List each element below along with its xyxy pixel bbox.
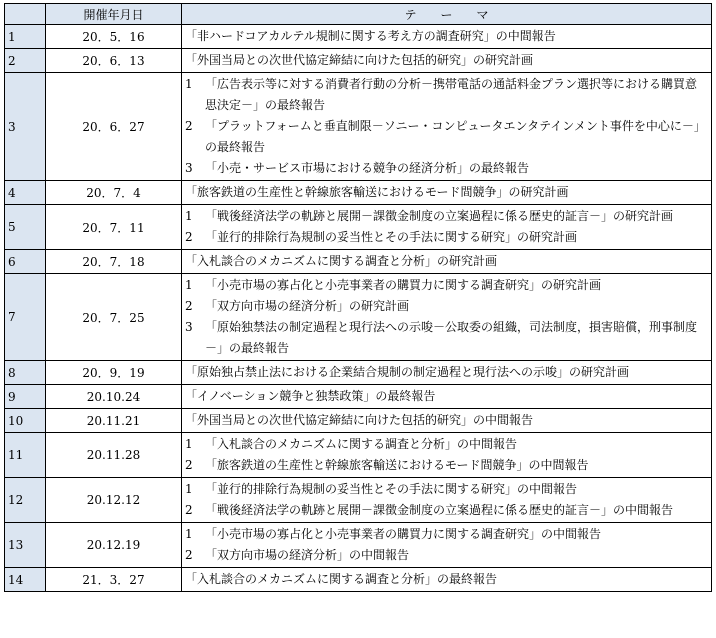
table-row [5, 25, 712, 49]
meeting-date: 20.11.21 [46, 409, 182, 433]
meeting-date: 20．7．25 [46, 274, 182, 361]
theme-item-text: 「並行的排除行為規制の妥当性とその手法に関する研究」の研究計画 [205, 230, 578, 244]
table-body [5, 25, 712, 592]
theme-item-index: 2 [185, 548, 193, 562]
theme-item-text: 「原始独禁法の制定過程と現行法への示唆－公取委の組織，司法制度，損害賠償，刑事制度－」の最終報告 [205, 320, 698, 355]
theme-item-text: 「並行的排除行為規制の妥当性とその手法に関する研究」の中間報告 [205, 482, 578, 496]
meeting-date: 21．3．27 [46, 568, 182, 592]
theme-item-text: 「小売市場の寡占化と小売事業者の購買力に関する調査研究」の研究計画 [205, 278, 602, 292]
meeting-theme [182, 274, 712, 361]
header-number [5, 4, 46, 25]
table-row [5, 409, 712, 433]
meeting-theme [182, 205, 712, 250]
theme-item-text: 「双方向市場の経済分析」の研究計画 [205, 299, 410, 313]
theme-item [185, 434, 707, 455]
meeting-theme [182, 433, 712, 478]
theme-item [185, 479, 707, 500]
table-row [5, 49, 712, 73]
theme-item-text: 「戦後経済法学の軌跡と展開－課徴金制度の立案過程に係る歴史的証言－」の研究計画 [205, 209, 674, 223]
theme-item [185, 227, 707, 248]
row-number: 10 [5, 409, 46, 433]
table-row [5, 478, 712, 523]
row-number: 5 [5, 205, 46, 250]
theme-item-text: 「入札談合のメカニズムに関する調査と分析」の中間報告 [205, 437, 518, 451]
theme-item-index: 1 [185, 527, 193, 541]
theme-item-text: 「旅客鉄道の生産性と幹線旅客輸送におけるモード間競争」の中間報告 [205, 458, 589, 472]
theme-item-text: 「広告表示等に対する消費者行動の分析－携帯電話の通話料金プラン選択等における購買意思決定－」の最終報告 [205, 77, 698, 112]
row-number: 7 [5, 274, 46, 361]
meeting-date: 20．7．11 [46, 205, 182, 250]
meeting-date: 20．5．16 [46, 25, 182, 49]
theme-item [185, 410, 707, 431]
theme-item [185, 524, 707, 545]
row-number: 13 [5, 523, 46, 568]
theme-item [185, 158, 707, 179]
row-number: 6 [5, 250, 46, 274]
theme-item [185, 545, 707, 566]
theme-item-index: 1 [185, 209, 193, 223]
theme-item-index: 1 [185, 77, 193, 91]
theme-item-index: 1 [185, 278, 193, 292]
theme-item-text: 「双方向市場の経済分析」の中間報告 [205, 548, 410, 562]
meeting-theme [182, 73, 712, 181]
theme-item-text: 「非ハードコアカルテル規制に関する考え方の調査研究」の中間報告 [185, 29, 556, 43]
meeting-theme [182, 478, 712, 523]
theme-item-text: 「外国当局との次世代協定締結に向けた包括的研究」の研究計画 [185, 53, 534, 67]
table-row [5, 205, 712, 250]
table-row [5, 181, 712, 205]
table-row [5, 250, 712, 274]
row-number: 11 [5, 433, 46, 478]
table-row [5, 433, 712, 478]
theme-item-index: 2 [185, 230, 193, 244]
theme-item-index: 2 [185, 503, 193, 517]
meeting-theme [182, 25, 712, 49]
table-row [5, 274, 712, 361]
theme-item-index: 1 [185, 437, 193, 451]
meeting-theme [182, 181, 712, 205]
table-row [5, 568, 712, 592]
table-row [5, 73, 712, 181]
row-number: 12 [5, 478, 46, 523]
theme-item [185, 26, 707, 47]
theme-item-index: 3 [185, 161, 193, 175]
theme-item [185, 182, 707, 203]
meeting-theme [182, 385, 712, 409]
theme-item [185, 251, 707, 272]
theme-item-text: 「イノベーション競争と独禁政策」の最終報告 [185, 389, 436, 403]
header-theme: テ ー マ [182, 4, 712, 25]
row-number: 14 [5, 568, 46, 592]
theme-item-text: 「プラットフォームと垂直制限－ソニー・コンピュータエンタテインメント事件を中心に－」の最終報告 [205, 119, 706, 154]
meeting-theme [182, 568, 712, 592]
theme-item-text: 「原始独占禁止法における企業結合規制の制定過程と現行法への示唆」の研究計画 [185, 365, 630, 379]
meeting-date: 20.10.24 [46, 385, 182, 409]
table-row [5, 361, 712, 385]
theme-item [185, 500, 707, 521]
meeting-theme [182, 250, 712, 274]
theme-item-index: 2 [185, 458, 193, 472]
meeting-theme [182, 361, 712, 385]
row-number: 1 [5, 25, 46, 49]
meeting-date: 20．7．18 [46, 250, 182, 274]
theme-item [185, 206, 707, 227]
meeting-date: 20.12.12 [46, 478, 182, 523]
theme-item-text: 「入札談合のメカニズムに関する調査と分析」の最終報告 [185, 572, 498, 586]
theme-item-index: 2 [185, 119, 193, 133]
theme-item [185, 362, 707, 383]
meeting-theme [182, 409, 712, 433]
theme-item [185, 296, 707, 317]
theme-item-index: 2 [185, 299, 193, 313]
theme-item-text: 「小売市場の寡占化と小売事業者の購買力に関する調査研究」の中間報告 [205, 527, 602, 541]
meeting-date: 20．6．27 [46, 73, 182, 181]
theme-item [185, 569, 707, 590]
meeting-date: 20.11.28 [46, 433, 182, 478]
row-number: 3 [5, 73, 46, 181]
theme-item [185, 74, 707, 116]
theme-item [185, 275, 707, 296]
theme-item-index: 1 [185, 482, 193, 496]
theme-item-text: 「戦後経済法学の軌跡と展開－課徴金制度の立案過程に係る歴史的証言－」の中間報告 [205, 503, 674, 517]
row-number: 8 [5, 361, 46, 385]
row-number: 4 [5, 181, 46, 205]
theme-item-text: 「入札談合のメカニズムに関する調査と分析」の研究計画 [185, 254, 498, 268]
theme-item [185, 116, 707, 158]
theme-item-text: 「小売・サービス市場における競争の経済分析」の最終報告 [205, 161, 530, 175]
row-number: 9 [5, 385, 46, 409]
table-row [5, 385, 712, 409]
meeting-date: 20.12.19 [46, 523, 182, 568]
theme-item-text: 「外国当局との次世代協定締結に向けた包括的研究」の中間報告 [185, 413, 534, 427]
meeting-theme [182, 49, 712, 73]
meeting-theme [182, 523, 712, 568]
header-row [5, 4, 712, 25]
meeting-schedule-table [4, 3, 712, 592]
theme-item-text: 「旅客鉄道の生産性と幹線旅客輸送におけるモード間競争」の研究計画 [185, 185, 569, 199]
table-row [5, 523, 712, 568]
row-number: 2 [5, 49, 46, 73]
meeting-date: 20．6．13 [46, 49, 182, 73]
theme-item [185, 50, 707, 71]
meeting-date: 20．9．19 [46, 361, 182, 385]
theme-item [185, 317, 707, 359]
meeting-date: 20．7．4 [46, 181, 182, 205]
theme-item [185, 386, 707, 407]
header-date: 開催年月日 [46, 4, 182, 25]
theme-item [185, 455, 707, 476]
theme-item-index: 3 [185, 320, 193, 334]
